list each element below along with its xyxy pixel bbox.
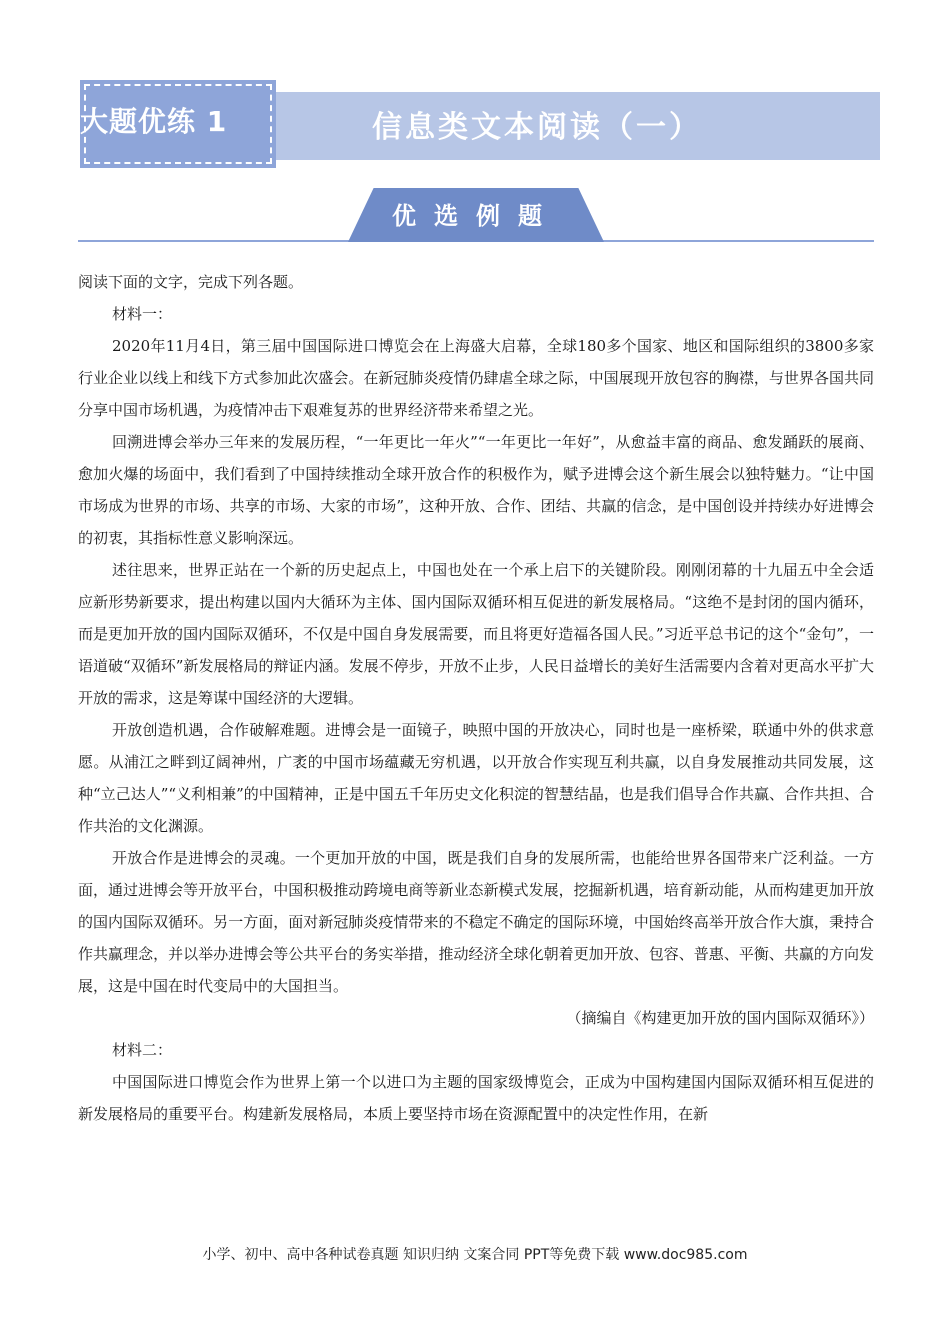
section-header [78, 188, 874, 248]
instruction: 阅读下面的文字，完成下列各题。 [78, 273, 304, 291]
reading-passage [78, 266, 874, 1130]
material-2-label: 材料二： [112, 1041, 173, 1059]
material-1-source: （摘编自《构建更加开放的国内国际双循环》） [566, 1009, 874, 1027]
paragraph: 开放合作是进博会的灵魂。一个更加开放的中国，既是我们自身的发展所需，也能给世界各国带来广泛利益。一方面，通过进博会等开放平台，中国积极推动跨境电商等新业态新模式发展，挖掘新机遇，培育新动能，从而构建更加开放的国内国际双循环。另一方面，面对新冠肺炎疫情带来的不稳定不确定的国际环境，中国始终高举开放合作大旗，秉持合作共赢理念，并以举办进博会等公共平台的务实举措，推动经济全球化朝着更加开放、包容、普惠、平衡、共赢的方向发展，这是中国在时代变局中的大国担当。 [78, 849, 874, 995]
footer-text: 小学、初中、高中各种试卷真题 知识归纳 文案合同 PPT等免费下载 www.doc985.com [202, 1247, 748, 1263]
section-label: 优选例题 [392, 202, 560, 230]
page-title: 信息类文本阅读（一） [372, 110, 702, 145]
material-1-label: 材料一： [112, 305, 173, 323]
paragraph: 述往思来，世界正站在一个新的历史起点上，中国也处在一个承上启下的关键阶段。刚刚闭幕的十九届五中全会适应新形势新要求，提出构建以国内大循环为主体、国内国际双循环相互促进的新发展格局。“这绝不是封闭的国内循环，而是更加开放的国内国际双循环，不仅是中国自身发展需要，而且将更好造福各国人民。”习近平总书记的这个“金句”，一语道破“双循环”新发展格局的辩证内涵。发展不停步，开放不止步，人民日益增长的美好生活需要内含着对更高水平扩大开放的需求，这是筹谋中国经济的大逻辑。 [78, 561, 874, 707]
paragraph: 开放创造机遇，合作破解难题。进博会是一面镜子，映照中国的开放决心，同时也是一座桥梁，联通中外的供求意愿。从浦江之畔到辽阔神州，广袤的中国市场蕴藏无穷机遇，以开放合作实现互利共赢，以自身发展推动共同发展，这种“立己达人”“义利相兼”的中国精神，正是中国五千年历史文化积淀的智慧结晶，也是我们倡导合作共赢、合作共担、合作共治的文化渊源。 [78, 721, 874, 835]
paragraph: 回溯进博会举办三年来的发展历程，“一年更比一年火”“一年更比一年好”，从愈益丰富的商品、愈发踊跃的展商、愈加火爆的场面中，我们看到了中国持续推动全球开放合作的积极作为，赋予进博会这个新生展会以独特魅力。“让中国市场成为世界的市场、共享的市场、大家的市场”，这种开放、合作、团结、共赢的信念，是中国创设并持续办好进博会的初衷，其指标性意义影响深远。 [78, 433, 874, 547]
paragraph: 2020年11月4日，第三届中国国际进口博览会在上海盛大启幕，全球180多个国家、地区和国际组织的3800多家行业企业以线上和线下方式参加此次盛会。在新冠肺炎疫情仍肆虐全球之际，中国展现开放包容的胸襟，与世界各国共同分享中国市场机遇，为疫情冲击下艰难复苏的世界经济带来希望之光。 [78, 337, 874, 419]
header-label: 大题优练 1 [80, 105, 228, 138]
paragraph: 中国国际进口博览会作为世界上第一个以进口为主题的国家级博览会，正成为中国构建国内国际双循环相互促进的新发展格局的重要平台。构建新发展格局，本质上要坚持市场在资源配置中的决定性作用，在新 [78, 1073, 874, 1123]
